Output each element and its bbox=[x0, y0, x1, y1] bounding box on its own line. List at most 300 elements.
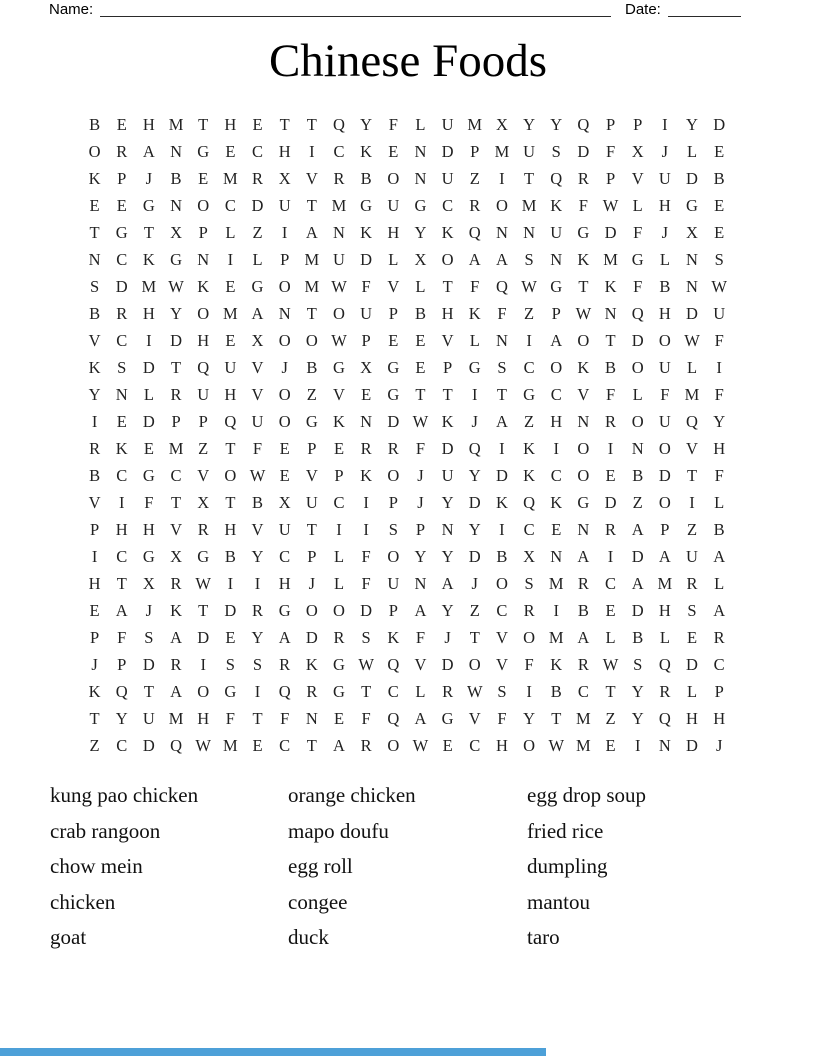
grid-letter: A bbox=[251, 303, 264, 323]
grid-letter: R bbox=[116, 303, 128, 323]
grid-letter: Q bbox=[577, 114, 590, 134]
grid-letter: P bbox=[361, 330, 371, 350]
grid-letter: V bbox=[251, 357, 264, 377]
grid-letter: T bbox=[279, 114, 290, 134]
grid-letter: O bbox=[658, 492, 671, 512]
grid-letter: E bbox=[279, 465, 290, 485]
grid-letter: V bbox=[333, 384, 345, 404]
grid-letter: L bbox=[225, 222, 236, 242]
grid-letter: E bbox=[361, 384, 372, 404]
grid-letter: I bbox=[227, 573, 234, 593]
grid-letter: Q bbox=[468, 438, 481, 458]
grid-letter: P bbox=[307, 546, 317, 566]
grid-letter: I bbox=[309, 141, 315, 161]
grid-letter: J bbox=[715, 735, 723, 755]
grid-letter: X bbox=[251, 330, 264, 350]
grid-letter: K bbox=[577, 357, 590, 377]
word-search-grid bbox=[81, 111, 733, 759]
grid-letter: O bbox=[88, 141, 101, 161]
grid-letter: N bbox=[686, 249, 698, 269]
grid-letter: I bbox=[553, 600, 559, 620]
grid-letter: Q bbox=[224, 411, 237, 431]
grid-letter: Q bbox=[197, 357, 210, 377]
grid-letter: M bbox=[223, 168, 238, 188]
grid-letter: A bbox=[550, 330, 563, 350]
grid-letter: D bbox=[577, 141, 590, 161]
grid-letter: D bbox=[631, 330, 644, 350]
grid-letter: E bbox=[89, 195, 100, 215]
grid-letter: L bbox=[333, 573, 345, 593]
grid-letter: T bbox=[116, 573, 127, 593]
grid-letter: D bbox=[142, 735, 155, 755]
grid-letter: P bbox=[551, 303, 561, 323]
grid-letter: H bbox=[658, 303, 671, 323]
grid-letter: O bbox=[197, 303, 210, 323]
grid-letter: M bbox=[684, 384, 700, 404]
grid-letter: L bbox=[632, 195, 643, 215]
grid-letter: P bbox=[198, 222, 208, 242]
grid-letter: N bbox=[523, 222, 536, 242]
grid-letter: C bbox=[224, 195, 236, 215]
grid-letter: X bbox=[523, 546, 536, 566]
grid-letter: C bbox=[605, 573, 617, 593]
grid-letter: F bbox=[144, 492, 154, 512]
grid-letter: M bbox=[331, 195, 347, 215]
grid-letter: R bbox=[442, 681, 454, 701]
grid-letter: T bbox=[225, 492, 236, 512]
grid-letter: F bbox=[714, 384, 724, 404]
grid-letter: O bbox=[278, 330, 291, 350]
grid-letter: U bbox=[441, 465, 454, 485]
grid-letter: T bbox=[306, 114, 317, 134]
grid-letter: T bbox=[578, 276, 589, 296]
grid-letter: P bbox=[117, 654, 127, 674]
grid-letter: A bbox=[170, 681, 182, 701]
grid-letter: C bbox=[116, 735, 128, 755]
grid-letter: R bbox=[279, 654, 291, 674]
grid-letter: T bbox=[143, 222, 154, 242]
grid-letter: K bbox=[550, 195, 563, 215]
grid-letter: V bbox=[251, 519, 264, 539]
grid-letter: S bbox=[714, 249, 724, 269]
grid-letter: N bbox=[441, 519, 454, 539]
grid-letter: P bbox=[388, 303, 398, 323]
grid-letter: H bbox=[658, 600, 671, 620]
grid-letter: B bbox=[360, 168, 372, 188]
grid-letter: H bbox=[197, 708, 210, 728]
grid-letter: H bbox=[658, 195, 671, 215]
grid-letter: T bbox=[198, 114, 209, 134]
grid-letter: A bbox=[577, 546, 590, 566]
grid-letter: M bbox=[223, 303, 238, 323]
grid-letter: G bbox=[387, 357, 400, 377]
grid-letter: P bbox=[171, 411, 181, 431]
grid-letter: N bbox=[686, 276, 698, 296]
grid-letter: M bbox=[548, 573, 564, 593]
grid-letter: K bbox=[550, 654, 563, 674]
grid-letter: P bbox=[89, 627, 100, 647]
grid-letter: O bbox=[495, 195, 508, 215]
grid-letter: W bbox=[684, 330, 700, 350]
grid-letter: A bbox=[441, 573, 454, 593]
grid-letter: D bbox=[495, 465, 508, 485]
grid-letter: E bbox=[333, 438, 345, 458]
grid-letter: Q bbox=[658, 708, 671, 728]
grid-letter: R bbox=[577, 654, 589, 674]
grid-letter: R bbox=[387, 438, 399, 458]
grid-letter: C bbox=[170, 465, 182, 485]
grid-letter: S bbox=[551, 141, 561, 161]
grid-letter: B bbox=[713, 168, 725, 188]
grid-letter: Q bbox=[631, 303, 644, 323]
grid-letter: T bbox=[306, 303, 317, 323]
grid-letter: H bbox=[278, 141, 291, 161]
grid-letter: O bbox=[305, 600, 318, 620]
grid-letter: C bbox=[523, 519, 535, 539]
grid-letter: X bbox=[278, 492, 291, 512]
grid-letter: P bbox=[415, 519, 426, 539]
grid-letter: O bbox=[278, 384, 291, 404]
grid-letter: S bbox=[633, 654, 643, 674]
grid-letter: M bbox=[548, 627, 564, 647]
grid-letter: B bbox=[577, 600, 589, 620]
grid-letter: B bbox=[89, 303, 101, 323]
word-list-item: kung pao chicken bbox=[50, 783, 199, 807]
grid-letter: T bbox=[171, 492, 182, 512]
grid-letter: M bbox=[657, 573, 673, 593]
grid-letter: Q bbox=[333, 114, 345, 134]
grid-letter: Z bbox=[524, 411, 535, 431]
grid-letter: E bbox=[225, 627, 236, 647]
grid-letter: V bbox=[305, 465, 318, 485]
grid-letter: K bbox=[523, 465, 536, 485]
grid-letter: O bbox=[441, 249, 454, 269]
grid-letter: G bbox=[305, 411, 318, 431]
name-label: Name: bbox=[49, 1, 94, 18]
grid-letter: E bbox=[333, 708, 345, 728]
grid-letter: L bbox=[333, 546, 345, 566]
grid-letter: I bbox=[472, 384, 478, 404]
grid-letter: K bbox=[360, 222, 373, 242]
grid-letter: L bbox=[686, 681, 698, 701]
grid-letter: O bbox=[387, 546, 400, 566]
grid-letter: U bbox=[658, 411, 671, 431]
grid-letter: A bbox=[658, 546, 671, 566]
grid-letter: G bbox=[251, 276, 264, 296]
grid-letter: Y bbox=[414, 222, 427, 242]
word-list-item: goat bbox=[50, 925, 87, 950]
grid-letter: B bbox=[224, 546, 236, 566]
grid-letter: Z bbox=[469, 168, 480, 188]
grid-letter: O bbox=[495, 573, 508, 593]
grid-letter: R bbox=[659, 681, 671, 701]
grid-letter: P bbox=[307, 438, 317, 458]
grid-letter: N bbox=[278, 303, 291, 323]
grid-letter: O bbox=[278, 411, 291, 431]
grid-letter: I bbox=[281, 222, 288, 242]
grid-letter: A bbox=[631, 519, 644, 539]
grid-letter: P bbox=[660, 519, 670, 539]
grid-letter: P bbox=[117, 168, 127, 188]
grid-letter: X bbox=[686, 222, 698, 242]
grid-letter: A bbox=[414, 600, 427, 620]
grid-letter: D bbox=[251, 195, 264, 215]
grid-letter: Z bbox=[306, 384, 317, 404]
grid-letter: O bbox=[577, 330, 590, 350]
grid-letter: I bbox=[689, 492, 695, 512]
grid-letter: A bbox=[713, 546, 726, 566]
grid-letter: I bbox=[607, 546, 614, 566]
grid-letter: N bbox=[360, 411, 373, 431]
grid-letter: Q bbox=[468, 222, 481, 242]
grid-letter: M bbox=[603, 249, 618, 269]
grid-letter: I bbox=[634, 735, 641, 755]
grid-letter: O bbox=[387, 735, 400, 755]
grid-letter: D bbox=[360, 249, 373, 269]
grid-letter: P bbox=[605, 114, 616, 134]
grid-letter: Q bbox=[387, 708, 400, 728]
bottom-accent-bar bbox=[0, 1048, 546, 1056]
grid-letter: A bbox=[631, 573, 644, 593]
grid-letter: F bbox=[361, 546, 371, 566]
grid-letter: M bbox=[521, 195, 537, 215]
grid-letter: K bbox=[142, 249, 155, 269]
grid-letter: K bbox=[441, 222, 454, 242]
grid-letter: I bbox=[662, 114, 668, 134]
grid-letter: A bbox=[305, 222, 318, 242]
grid-letter: T bbox=[306, 195, 317, 215]
grid-letter: U bbox=[441, 168, 454, 188]
grid-letter: K bbox=[523, 438, 536, 458]
grid-letter: O bbox=[468, 654, 481, 674]
grid-letter: G bbox=[523, 384, 536, 404]
grid-letter: B bbox=[170, 168, 182, 188]
grid-letter: A bbox=[278, 627, 291, 647]
grid-letter: S bbox=[117, 357, 127, 377]
grid-letter: M bbox=[168, 114, 184, 134]
grid-letter: Y bbox=[523, 114, 536, 134]
grid-letter: I bbox=[363, 519, 369, 539]
grid-letter: X bbox=[197, 492, 210, 512]
grid-letter: R bbox=[170, 654, 182, 674]
grid-letter: F bbox=[578, 195, 588, 215]
grid-letter: U bbox=[333, 249, 345, 269]
grid-letter: R bbox=[523, 600, 535, 620]
grid-letter: C bbox=[713, 654, 725, 674]
grid-letter: W bbox=[249, 465, 266, 485]
grid-letter: R bbox=[360, 735, 372, 755]
grid-letter: Q bbox=[658, 654, 671, 674]
grid-letter: R bbox=[252, 168, 264, 188]
grid-letter: K bbox=[495, 492, 508, 512]
grid-letter: A bbox=[577, 627, 590, 647]
grid-letter: I bbox=[227, 249, 234, 269]
grid-letter: R bbox=[252, 600, 264, 620]
grid-letter: T bbox=[306, 519, 317, 539]
grid-letter: I bbox=[716, 357, 722, 377]
grid-letter: Q bbox=[170, 735, 182, 755]
grid-letter: F bbox=[633, 222, 643, 242]
grid-letter: V bbox=[495, 654, 508, 674]
grid-letter: L bbox=[415, 114, 426, 134]
grid-letter: E bbox=[116, 195, 127, 215]
grid-letter: L bbox=[714, 573, 725, 593]
grid-letter: T bbox=[524, 168, 535, 188]
grid-letter: L bbox=[415, 681, 426, 701]
word-list-item: taro bbox=[527, 925, 560, 950]
grid-letter: D bbox=[686, 654, 698, 674]
grid-letter: F bbox=[225, 708, 235, 728]
grid-letter: K bbox=[387, 627, 400, 647]
grid-letter: B bbox=[605, 357, 617, 377]
grid-letter: V bbox=[305, 168, 318, 188]
grid-letter: N bbox=[495, 330, 508, 350]
grid-letter: P bbox=[605, 168, 616, 188]
grid-letter: Y bbox=[441, 600, 454, 620]
grid-letter: A bbox=[495, 249, 508, 269]
grid-letter: R bbox=[360, 438, 372, 458]
grid-letter: M bbox=[304, 249, 320, 269]
grid-letter: B bbox=[306, 357, 318, 377]
grid-letter: E bbox=[198, 168, 209, 188]
grid-letter: E bbox=[225, 141, 236, 161]
grid-letter: H bbox=[115, 519, 128, 539]
grid-letter: O bbox=[577, 465, 590, 485]
grid-letter: V bbox=[197, 465, 210, 485]
grid-letter: N bbox=[333, 222, 345, 242]
grid-letter: L bbox=[659, 627, 670, 647]
grid-letter: E bbox=[442, 735, 453, 755]
grid-letter: T bbox=[551, 708, 562, 728]
grid-letter: Z bbox=[89, 735, 100, 755]
word-list-column-1 bbox=[50, 778, 198, 956]
grid-letter: I bbox=[254, 573, 261, 593]
grid-letter: C bbox=[279, 546, 291, 566]
grid-letter: D bbox=[387, 411, 400, 431]
grid-letter: U bbox=[197, 384, 210, 404]
page-title: Chinese Foods bbox=[268, 35, 548, 87]
grid-letter: I bbox=[118, 492, 125, 512]
grid-letter: O bbox=[523, 627, 536, 647]
grid-letter: E bbox=[415, 357, 426, 377]
grid-letter: F bbox=[524, 654, 534, 674]
grid-letter: D bbox=[686, 168, 698, 188]
grid-letter: J bbox=[145, 168, 153, 188]
grid-letter: G bbox=[333, 681, 345, 701]
grid-letter: Y bbox=[550, 114, 563, 134]
grid-letter: X bbox=[278, 168, 291, 188]
grid-letter: Z bbox=[252, 222, 263, 242]
grid-letter: X bbox=[495, 114, 508, 134]
grid-letter: K bbox=[604, 276, 617, 296]
grid-letter: N bbox=[658, 735, 671, 755]
grid-letter: U bbox=[278, 195, 291, 215]
grid-letter: U bbox=[224, 357, 237, 377]
grid-letter: K bbox=[550, 492, 563, 512]
grid-letter: V bbox=[414, 654, 427, 674]
grid-letter: Y bbox=[468, 465, 481, 485]
grid-letter: O bbox=[631, 411, 644, 431]
word-list-item: orange chicken bbox=[288, 783, 416, 807]
grid-letter: U bbox=[686, 546, 698, 566]
grid-letter: D bbox=[631, 546, 644, 566]
grid-letter: E bbox=[605, 735, 616, 755]
grid-letter: F bbox=[605, 384, 616, 404]
grid-letter: T bbox=[442, 384, 453, 404]
grid-letter: L bbox=[143, 384, 154, 404]
grid-letter: X bbox=[631, 141, 644, 161]
grid-letter: L bbox=[469, 330, 480, 350]
grid-letter: O bbox=[658, 330, 671, 350]
grid-letter: B bbox=[89, 465, 101, 485]
grid-letter: G bbox=[170, 249, 182, 269]
grid-letter: E bbox=[714, 195, 725, 215]
grid-letter: C bbox=[116, 465, 128, 485]
grid-letter: Z bbox=[686, 519, 698, 539]
grid-letter: O bbox=[387, 168, 400, 188]
grid-letter: K bbox=[170, 600, 182, 620]
word-list-item: congee bbox=[288, 889, 348, 914]
grid-letter: O bbox=[333, 303, 345, 323]
grid-letter: H bbox=[142, 519, 155, 539]
grid-letter: M bbox=[467, 114, 483, 134]
grid-letter: J bbox=[417, 492, 424, 512]
grid-letter: Z bbox=[198, 438, 209, 458]
grid-letter: G bbox=[468, 357, 481, 377]
grid-letter: G bbox=[631, 249, 644, 269]
grid-letter: H bbox=[197, 330, 210, 350]
grid-letter: J bbox=[91, 654, 98, 674]
grid-letter: R bbox=[577, 168, 589, 188]
word-list-item: duck bbox=[288, 925, 329, 950]
date-label: Date: bbox=[625, 1, 661, 18]
grid-letter: I bbox=[526, 681, 532, 701]
grid-letter: G bbox=[387, 384, 400, 404]
grid-letter: U bbox=[142, 708, 155, 728]
grid-letter: R bbox=[333, 627, 345, 647]
grid-letter: Z bbox=[632, 492, 643, 512]
grid-letter: E bbox=[143, 438, 154, 458]
grid-letter: G bbox=[577, 492, 590, 512]
grid-letter: U bbox=[360, 303, 373, 323]
grid-letter: M bbox=[576, 735, 591, 755]
grid-letter: A bbox=[468, 249, 481, 269]
grid-letter: S bbox=[497, 357, 507, 377]
grid-letter: W bbox=[602, 654, 619, 674]
grid-letter: W bbox=[331, 330, 347, 350]
grid-letter: V bbox=[387, 276, 400, 296]
grid-letter: N bbox=[197, 249, 210, 269]
grid-letter: F bbox=[605, 141, 616, 161]
grid-letter: L bbox=[605, 627, 616, 647]
grid-letter: K bbox=[88, 168, 101, 188]
grid-letter: G bbox=[142, 195, 155, 215]
grid-letter: H bbox=[142, 303, 155, 323]
grid-letter: C bbox=[116, 546, 128, 566]
grid-letter: U bbox=[305, 492, 318, 512]
grid-letter: G bbox=[142, 546, 155, 566]
grid-letter: D bbox=[441, 654, 454, 674]
grid-letter: Y bbox=[468, 519, 481, 539]
grid-letter: O bbox=[550, 357, 563, 377]
word-list-item: mapo doufu bbox=[288, 818, 389, 843]
grid-letter: K bbox=[360, 141, 373, 161]
grid-letter: S bbox=[524, 249, 534, 269]
grid-letter: Y bbox=[251, 627, 264, 647]
grid-letter: O bbox=[224, 465, 237, 485]
grid-letter: I bbox=[526, 330, 532, 350]
grid-letter: J bbox=[281, 357, 288, 377]
